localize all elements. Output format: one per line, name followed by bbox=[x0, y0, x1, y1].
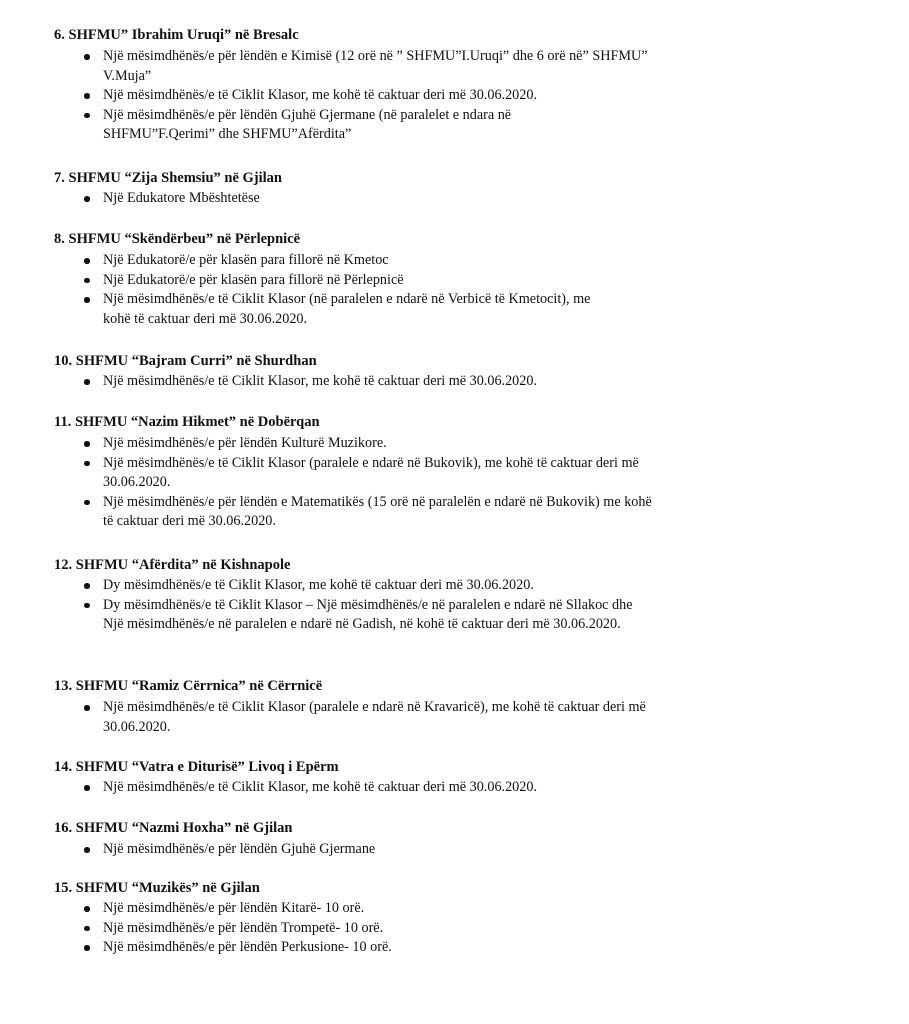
position-list bbox=[0, 372, 658, 392]
bullet-icon bbox=[84, 945, 90, 951]
list-item bbox=[0, 251, 658, 271]
section-heading: 13. SHFMU “Ramiz Cërrnica” në Cërrnicë bbox=[54, 678, 323, 694]
position-text: Një mësimdhënës/e të Ciklit Klasor, me kohë të caktuar deri më 30.06.2020. bbox=[103, 87, 538, 103]
position-list bbox=[0, 899, 658, 958]
position-text: Një mësimdhënës/e të Ciklit Klasor (në paralelen e ndarë në Verbicë të Kmetocit), me kohë të caktuar deri më 30.06.2020. bbox=[103, 291, 591, 327]
position-text: Dy mësimdhënës/e të Ciklit Klasor – Një mësimdhënës/e në paralelen e ndarë në Sllakoc dhe Një mësimdhënës/e në paralelen e ndarë në Gadish, në kohë të caktuar deri më 30.06.2020. bbox=[103, 596, 633, 632]
list-item bbox=[0, 493, 658, 532]
list-item bbox=[0, 47, 658, 86]
list-item bbox=[0, 290, 658, 329]
list-item bbox=[0, 778, 658, 798]
bullet-icon bbox=[84, 93, 90, 99]
position-text: Një mësimdhënës/e të Ciklit Klasor (paralele e ndarë në Bukovik), me kohë të caktuar deri më 30.06.2020. bbox=[103, 454, 639, 490]
section-heading: 6. SHFMU” Ibrahim Uruqi” në Bresalc bbox=[54, 27, 299, 43]
list-item bbox=[0, 899, 658, 919]
section-heading: 10. SHFMU “Bajram Curri” në Shurdhan bbox=[54, 353, 317, 369]
bullet-icon bbox=[84, 278, 90, 284]
bullet-icon bbox=[84, 603, 90, 609]
position-list bbox=[0, 778, 658, 798]
position-text: Një mësimdhënës/e për lëndën Perkusione- 10 orë. bbox=[103, 939, 392, 955]
list-item bbox=[0, 86, 658, 106]
section-heading: 15. SHFMU “Muzikës” në Gjilan bbox=[54, 880, 260, 896]
bullet-icon bbox=[84, 461, 90, 467]
list-item bbox=[0, 434, 658, 454]
list-item bbox=[0, 372, 658, 392]
position-text: Dy mësimdhënës/e të Ciklit Klasor, me kohë të caktuar deri më 30.06.2020. bbox=[103, 577, 534, 593]
position-text: Një mësimdhënës/e për lëndën Trompetë- 10 orë. bbox=[103, 919, 384, 936]
bullet-icon bbox=[84, 847, 90, 853]
position-text: Një mësimdhënës/e për lëndën Kitarë- 10 orë. bbox=[103, 900, 365, 916]
section-heading: 11. SHFMU “Nazim Hikmet” në Dobërqan bbox=[54, 414, 320, 430]
bullet-icon bbox=[84, 54, 90, 60]
position-list bbox=[0, 189, 658, 209]
list-item bbox=[0, 596, 658, 635]
bullet-icon bbox=[84, 297, 90, 303]
bullet-icon bbox=[84, 379, 90, 385]
section-heading: 7. SHFMU “Zija Shemsiu” në Gjilan bbox=[54, 170, 282, 186]
bullet-icon bbox=[84, 258, 90, 264]
bullet-icon bbox=[84, 441, 90, 447]
list-item bbox=[0, 106, 658, 145]
section-heading: 8. SHFMU “Skëndërbeu” në Përlepnicë bbox=[54, 231, 301, 247]
list-item bbox=[0, 698, 663, 737]
position-list bbox=[0, 576, 658, 635]
position-text: Një mësimdhënës/e për lëndën Kulturë Muzikore. bbox=[103, 435, 387, 451]
position-text: Një mësimdhënës/e për lëndën Gjuhë Gjermane bbox=[103, 841, 376, 857]
position-text: Një Edukatorë/e për klasën para fillorë në Kmetoc bbox=[103, 252, 389, 268]
position-text: Një mësimdhënës/e të Ciklit Klasor, me kohë të caktuar deri më 30.06.2020. bbox=[103, 373, 538, 389]
list-item bbox=[0, 938, 658, 958]
list-item bbox=[0, 454, 658, 493]
bullet-icon bbox=[84, 785, 90, 791]
bullet-icon bbox=[84, 906, 90, 912]
section-heading: 12. SHFMU “Afërdita” në Kishnapole bbox=[54, 557, 291, 573]
position-list bbox=[0, 840, 658, 860]
position-text: Një mësimdhënës/e për lëndën e Kimisë (12 orë në ” SHFMU”I.Uruqi” dhe 6 orë në” SHFMU” V.Muja” bbox=[103, 48, 648, 84]
list-item bbox=[0, 919, 658, 939]
list-item bbox=[0, 840, 658, 860]
position-list bbox=[0, 434, 658, 532]
section-heading: 16. SHFMU “Nazmi Hoxha” në Gjilan bbox=[54, 820, 293, 836]
position-list bbox=[0, 698, 663, 737]
list-item bbox=[0, 576, 658, 596]
position-text: Një mësimdhënës/e të Ciklit Klasor (paralele e ndarë në Kravaricë), me kohë të caktuar deri më 30.06.2020. bbox=[103, 699, 646, 735]
bullet-icon bbox=[84, 583, 90, 589]
bullet-icon bbox=[84, 500, 90, 506]
position-text: Një mësimdhënës/e për lëndën Gjuhë Gjermane (në paralelet e ndara në SHFMU”F.Qerimi” dhe SHFMU”Afërdita” bbox=[103, 106, 512, 142]
bullet-icon bbox=[84, 705, 90, 711]
position-text: Një Edukatorë/e për klasën para fillorë në Përlepnicë bbox=[103, 271, 404, 288]
list-item bbox=[0, 189, 658, 209]
bullet-icon bbox=[84, 926, 90, 932]
position-list bbox=[0, 47, 658, 145]
position-text: Një Edukatore Mbështetëse bbox=[103, 190, 260, 206]
list-item bbox=[0, 271, 658, 291]
bullet-icon bbox=[84, 113, 90, 119]
position-text: Një mësimdhënës/e për lëndën e Matematikës (15 orë në paralelën e ndarë në Bukovik) me kohë të caktuar deri më 30.06.2020. bbox=[103, 493, 652, 529]
bullet-icon bbox=[84, 196, 90, 202]
section-heading: 14. SHFMU “Vatra e Diturisë” Livoq i Epërm bbox=[54, 759, 339, 775]
position-text: Një mësimdhënës/e të Ciklit Klasor, me kohë të caktuar deri më 30.06.2020. bbox=[103, 779, 538, 795]
position-list bbox=[0, 251, 658, 329]
